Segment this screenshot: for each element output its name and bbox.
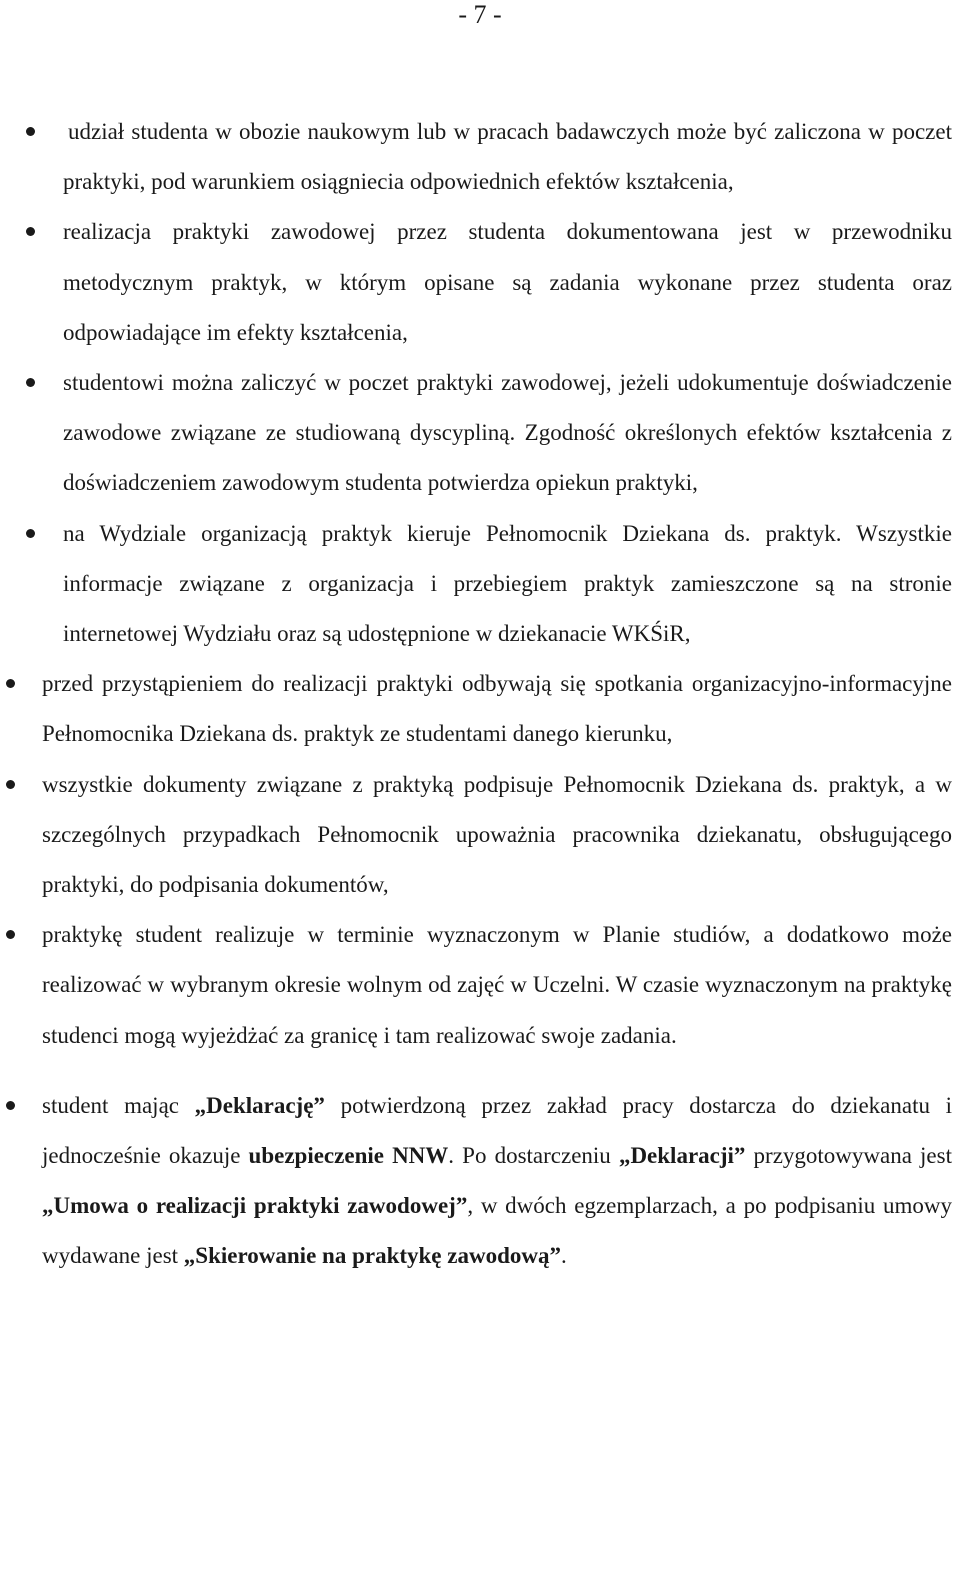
list-item-text: na Wydziale organizacją praktyk kieruje Pełnomocnik Dziekana ds. praktyk. Wszystkie informacje związane z organizacja i przebiegiem praktyk zamieszczone są na stronie internetowej Wydziału oraz są udostępnione w dziekanacie WKŚiR, [63, 520, 952, 647]
list-item [0, 207, 960, 358]
bullet-dot-icon [26, 378, 35, 387]
list-item-text: wszystkie dokumenty związane z praktyką podpisuje Pełnomocnik Dziekana ds. praktyk, a w szczególnych przypadkach Pełnomocnik upoważnia pracownika dziekanatu, obsługującego praktyki, do podpisania dokumentów, [42, 771, 952, 898]
bullet-dot-icon [26, 227, 35, 236]
list-item-text: udział studenta w obozie naukowym lub w pracach badawczych może być zaliczona w poczet praktyki, pod warunkiem osiągniecia odpowiednich efektów kształcenia, [63, 119, 952, 195]
list-item-text: . Po dostarczeniu [448, 1143, 619, 1169]
bullet-dot-icon [26, 529, 35, 538]
declaration-term: „Deklaracji” [618, 1143, 746, 1169]
list-item [0, 760, 960, 911]
list-item-text: realizacja praktyki zawodowej przez studenta dokumentowana jest w przewodniku metodycznym praktyk, w którym opisane są zadania wykonane przez studenta oraz odpowiadające im efekty kształcenia, [63, 219, 952, 345]
list-item [0, 1081, 960, 1282]
list-item-text: praktykę student realizuje w terminie wyznaczonym w Planie studiów, a dodatkowo może realizować w wybranym okresie wolnym od zajęć w Uczelni. W czasie wyznaczonym na praktykę studenci mogą wyjeżdżać za granicę i tam realizować swoje zadania. [42, 922, 952, 1048]
bullet-dot-icon [6, 780, 15, 789]
list-item-text: student mając [42, 1092, 195, 1118]
bullet-list [0, 107, 960, 1282]
bullet-dot-icon [6, 930, 15, 939]
referral-term: „Skierowanie na praktykę zawodową” [183, 1243, 561, 1269]
insurance-term: ubezpieczenie NNW [248, 1143, 449, 1169]
list-item-text: . [560, 1243, 567, 1269]
list-item [0, 910, 960, 1061]
list-item [0, 509, 960, 660]
list-item [0, 659, 960, 759]
page-number: - 7 - [458, 0, 502, 29]
declaration-term: „Deklarację” [194, 1092, 325, 1118]
list-item-text: studentowi można zaliczyć w poczet praktyki zawodowej, jeżeli udokumentuje doświadczenie zawodowe związane ze studiowaną dyscypliną. Zgodność określonych efektów kształcenia z doświadczeniem zawodowym studenta potwierdza opiekun praktyki, [63, 370, 952, 496]
bullet-dot-icon [6, 1101, 15, 1110]
bullet-dot-icon [26, 127, 35, 136]
agreement-term: „Umowa o realizacji praktyki zawodowej” [42, 1193, 468, 1219]
bullet-dot-icon [6, 679, 15, 688]
list-item-text: , w dwóch egzemplarzach, a po podpisaniu umowy wydawane jest [42, 1193, 952, 1269]
list-item-text: potwierdzoną przez zakład pracy dostarcza do dziekanatu i jednocześnie okazuje [42, 1092, 952, 1169]
list-item [0, 358, 960, 509]
list-item [0, 107, 960, 207]
list-item-text: przygotowywana jest [745, 1143, 952, 1169]
list-item-text: przed przystąpieniem do realizacji praktyki odbywają się spotkania organizacyjno-informacyjne Pełnomocnika Dziekana ds. praktyk ze studentami danego kierunku, [42, 671, 952, 747]
